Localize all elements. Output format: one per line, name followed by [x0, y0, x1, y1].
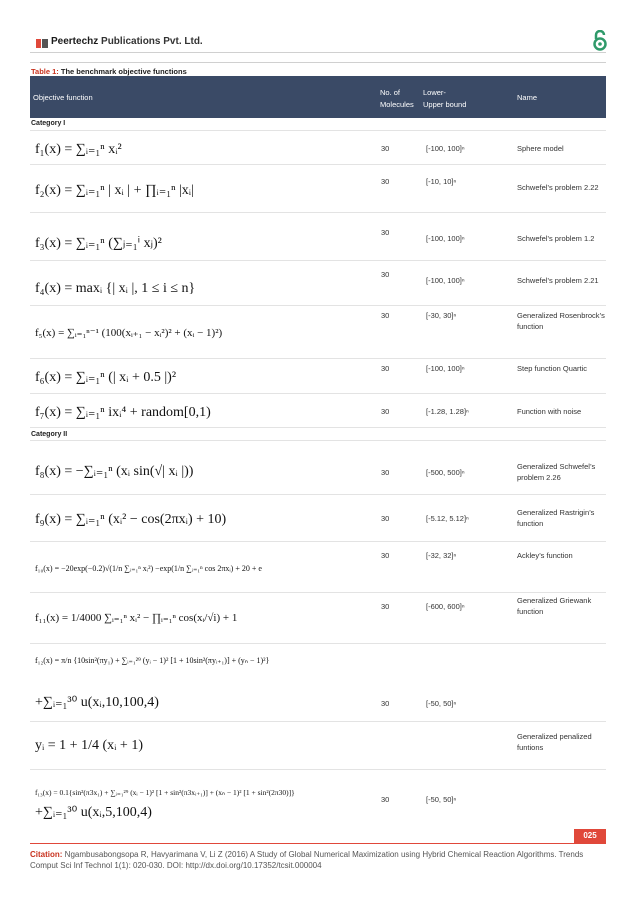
bound-cell: [-600, 600]ⁿ: [426, 602, 465, 611]
bound-cell: [-100, 100]ⁿ: [426, 364, 465, 373]
category-1-label: Category I: [31, 120, 66, 127]
formula-f2: f₂(x) = ∑ᵢ₌₁ⁿ | xᵢ | + ∏ᵢ₌₁ⁿ |xᵢ|: [35, 183, 194, 198]
citation: [30, 849, 606, 871]
name-cell: Step function Quartic: [517, 364, 588, 373]
formula-f1: f₁(x) = ∑ᵢ₌₁ⁿ xᵢ²: [35, 142, 122, 157]
table-row: [30, 495, 606, 542]
table-title: The benchmark objective functions: [58, 67, 187, 76]
footer-divider: [30, 843, 606, 844]
table-row: [30, 131, 606, 165]
name-cell: Generalized Griewank function: [517, 596, 592, 616]
publisher-brand: Peertechz: [51, 36, 99, 47]
publisher-suffix: Publications Pvt. Ltd.: [98, 36, 203, 47]
formula-y: yᵢ = 1 + 1/4 (xᵢ + 1): [35, 738, 143, 753]
formula-f7: f₇(x) = ∑ᵢ₌₁ⁿ ixᵢ⁴ + random[0,1): [35, 405, 211, 420]
molecules-cell: 30: [381, 602, 390, 611]
formula-f5: f₅(x) = ∑ᵢ₌₁ⁿ⁻¹ (100(xᵢ₊₁ − xᵢ²)² + (xᵢ − 1)²): [35, 327, 223, 339]
col-molecules-line1: No. of: [380, 88, 401, 97]
molecules-cell: 30: [381, 551, 390, 560]
name-cell: Generalized penalized funtions: [517, 732, 592, 752]
table-row: [30, 593, 606, 644]
bound-cell: [-10, 10]ⁿ: [426, 177, 457, 186]
bound-cell: [-100, 100]ⁿ: [426, 234, 465, 243]
molecules-cell: 30: [381, 144, 390, 153]
molecules-cell: 30: [381, 311, 390, 320]
table-row: [30, 644, 606, 722]
publisher-logo-icon: [36, 38, 49, 49]
citation-label: Citation:: [30, 850, 63, 859]
molecules-cell: 30: [381, 514, 390, 523]
name-cell: Generalized Rastrigin’s function: [517, 508, 595, 528]
table-row: [30, 542, 606, 593]
name-cell: Ackley’s function: [517, 551, 573, 560]
name-cell: Schwefel’s problem 1.2: [517, 234, 595, 243]
molecules-cell: 30: [381, 795, 390, 804]
bound-cell: [-100, 100]ⁿ: [426, 276, 465, 285]
table-row: [30, 306, 606, 359]
table-row: [30, 441, 606, 495]
category-row: [30, 118, 606, 131]
col-molecules: [380, 87, 414, 111]
header-divider: [30, 52, 606, 53]
col-bounds-line2: Upper bound: [423, 100, 467, 109]
table-row: [30, 165, 606, 213]
open-access-icon: [590, 30, 610, 52]
formula-f6: f₆(x) = ∑ᵢ₌₁ⁿ (| xᵢ + 0.5 |)²: [35, 370, 177, 385]
table-row: [30, 770, 606, 826]
col-bounds: [423, 87, 466, 111]
name-cell: Schwefel’s problem 2.21: [517, 276, 599, 285]
name-cell: Generalized Schwefel’s problem 2.26: [517, 462, 596, 482]
molecules-cell: 30: [381, 364, 390, 373]
molecules-cell: 30: [381, 177, 390, 186]
page-header: [0, 0, 638, 50]
table-label: Table 1:: [31, 67, 59, 76]
formula-f11: f₁₁(x) = 1/4000 ∑ᵢ₌₁ⁿ xᵢ² − ∏ᵢ₌₁ⁿ cos(xᵢ/√i) + 1: [35, 612, 238, 624]
formula-f13: f₁₃(x) = 0.1{sin²(π3x₁) + ∑ᵢ₌₁²⁹ (xᵢ − 1)² [1 + sin²(π3xᵢ₊₁)] + (xₙ − 1)² [1 + sin²(2π30)]}: [35, 788, 295, 797]
table-row: [30, 722, 606, 770]
bound-cell: [-5.12, 5.12]ⁿ: [426, 514, 469, 523]
col-name: Name: [517, 93, 538, 102]
table-caption: [31, 67, 187, 76]
page-number: 025: [574, 829, 606, 843]
category-2-label: Category II: [31, 431, 68, 438]
table-header: [30, 76, 606, 118]
molecules-cell: 30: [381, 699, 390, 708]
name-cell: Schwefel’s problem 2.22: [517, 183, 599, 192]
bound-cell: [-50, 50]ⁿ: [426, 795, 457, 804]
formula-f12: f₁₂(x) = π/n {10sin²(πy₁) + ∑ᵢ₌₁²⁹ (yᵢ − 1)² [1 + 10sin²(πyᵢ₊₁)] + (yₙ − 1)²}: [35, 656, 270, 665]
formula-f3: f₃(x) = ∑ᵢ₌₁ⁿ (∑ⱼ₌₁ⁱ xⱼ)²: [35, 236, 162, 251]
citation-text: Ngambusabongsopa R, Havyarimana V, Li Z (2016) A Study of Global Numerical Maximization using Hybrid Chemical Reaction Algorithms. Trends Comput Sci Inf Technol 1(1): 020-030. DOI: http://dx.doi.org/10.17352/tcsit.000004: [30, 850, 584, 870]
table-row: [30, 213, 606, 261]
col-bounds-line1: Lower-: [423, 88, 446, 97]
formula-f8: f₈(x) = −∑ᵢ₌₁ⁿ (xᵢ sin(√| xᵢ |)): [35, 464, 194, 479]
header-divider-2: [30, 62, 606, 63]
bound-cell: [-100, 100]ⁿ: [426, 144, 465, 153]
bound-cell: [-30, 30]ⁿ: [426, 311, 457, 320]
molecules-cell: 30: [381, 228, 390, 237]
col-objective: Objective function: [33, 93, 93, 102]
table-row: [30, 359, 606, 394]
molecules-cell: 30: [381, 270, 390, 279]
molecules-cell: 30: [381, 407, 390, 416]
bound-cell: [-50, 50]ⁿ: [426, 699, 457, 708]
name-cell: Sphere model: [517, 144, 564, 153]
formula-f4: f₄(x) = maxᵢ {| xᵢ |, 1 ≤ i ≤ n}: [35, 281, 196, 296]
molecules-cell: 30: [381, 468, 390, 477]
col-molecules-line2: Molecules: [380, 100, 414, 109]
bound-cell: [-32, 32]ⁿ: [426, 551, 457, 560]
bound-cell: [-500, 500]ⁿ: [426, 468, 465, 477]
name-cell: Function with noise: [517, 407, 582, 416]
formula-f10: f₁₀(x) = −20exp(−0.2)√(1/n ∑ᵢ₌₁ⁿ xᵢ²) −exp(1/n ∑ᵢ₌₁ⁿ cos 2πxᵢ) + 20 + e: [35, 564, 262, 573]
formula-f13-penalty: +∑ᵢ₌₁³⁰ u(xᵢ,5,100,4): [35, 805, 152, 820]
name-cell: Generalized Rosenbrock’s function: [517, 311, 605, 331]
formula-f9: f₉(x) = ∑ᵢ₌₁ⁿ (xᵢ² − cos(2πxᵢ) + 10): [35, 512, 227, 527]
formula-f12-penalty: +∑ᵢ₌₁³⁰ u(xᵢ,10,100,4): [35, 695, 159, 710]
publisher-name: [51, 36, 203, 47]
table-row: [30, 261, 606, 306]
table-row: [30, 394, 606, 428]
category-row: [30, 428, 606, 441]
bound-cell: [-1.28, 1.28]ⁿ: [426, 407, 469, 416]
